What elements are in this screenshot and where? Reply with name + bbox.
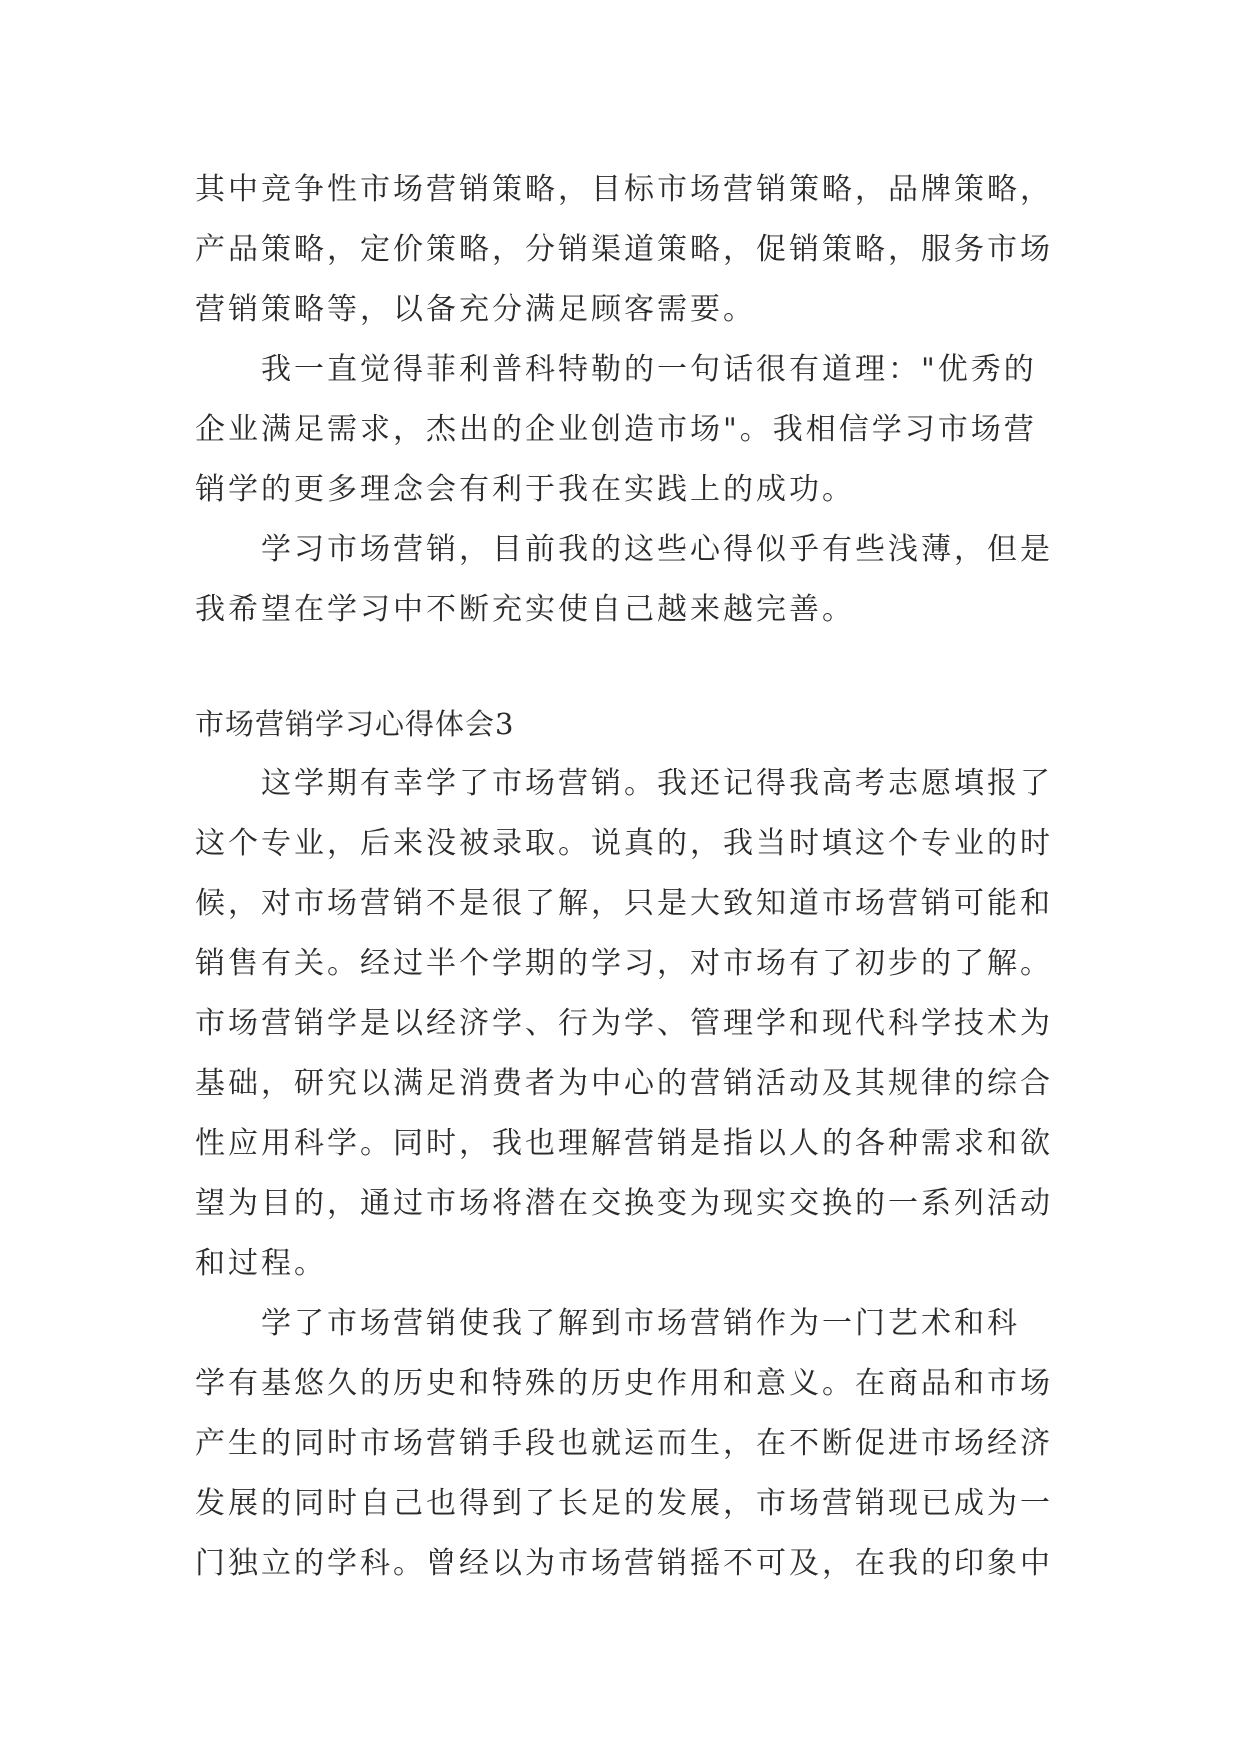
paragraph xyxy=(195,1294,1075,1594)
text-line: 企业满足需求，杰出的企业创造市场"。我相信学习市场营 xyxy=(195,412,1037,447)
text-line: 望为目的，通过市场将潜在交换变为现实交换的一系列活动 xyxy=(195,1186,1053,1221)
paragraph xyxy=(195,754,1075,1294)
paragraph xyxy=(195,160,1075,340)
text-line: 学了市场营销使我了解到市场营销作为一门艺术和科 xyxy=(195,1306,1020,1341)
text-line: 这个专业，后来没被录取。说真的，我当时填这个专业的时 xyxy=(195,826,1053,861)
text-line: 候，对市场营销不是很了解，只是大致知道市场营销可能和 xyxy=(195,886,1053,921)
text-line: 这学期有幸学了市场营销。我还记得我高考志愿填报了 xyxy=(195,766,1053,801)
text-line: 产品策略，定价策略，分销渠道策略，促销策略，服务市场 xyxy=(195,232,1053,267)
text-line: 营销策略等，以备充分满足顾客需要。 xyxy=(195,292,756,327)
text-line: 发展的同时自己也得到了长足的发展，市场营销现已成为一 xyxy=(195,1486,1053,1521)
text-line: 门独立的学科。曾经以为市场营销摇不可及，在我的印象中 xyxy=(195,1546,1053,1581)
text-line: 我希望在学习中不断充实使自己越来越完善。 xyxy=(195,592,855,627)
paragraph xyxy=(195,520,1075,640)
text-line: 其中竞争性市场营销策略，目标市场营销策略，品牌策略， xyxy=(195,172,1053,207)
section-heading: 市场营销学习心得体会3 xyxy=(195,707,515,741)
text-line: 学有基悠久的历史和特殊的历史作用和意义。在商品和市场 xyxy=(195,1366,1053,1401)
text-line: 学习市场营销，目前我的这些心得似乎有些浅薄，但是 xyxy=(195,532,1053,567)
text-line: 性应用科学。同时，我也理解营销是指以人的各种需求和欲 xyxy=(195,1126,1053,1161)
text-line: 市场营销学是以经济学、行为学、管理学和现代科学技术为 xyxy=(195,1006,1053,1041)
text-line: 销学的更多理念会有利于我在实践上的成功。 xyxy=(195,472,855,507)
paragraph xyxy=(195,340,1075,520)
text-line: 销售有关。经过半个学期的学习，对市场有了初步的了解。 xyxy=(195,946,1053,981)
text-line: 产生的同时市场营销手段也就运而生，在不断促进市场经济 xyxy=(195,1426,1053,1461)
document-body xyxy=(195,160,1075,1594)
text-line: 我一直觉得菲利普科特勒的一句话很有道理："优秀的 xyxy=(195,352,1037,387)
text-line: 和过程。 xyxy=(195,1246,327,1281)
section-gap xyxy=(195,640,1075,694)
text-line: 基础，研究以满足消费者为中心的营销活动及其规律的综合 xyxy=(195,1066,1053,1101)
